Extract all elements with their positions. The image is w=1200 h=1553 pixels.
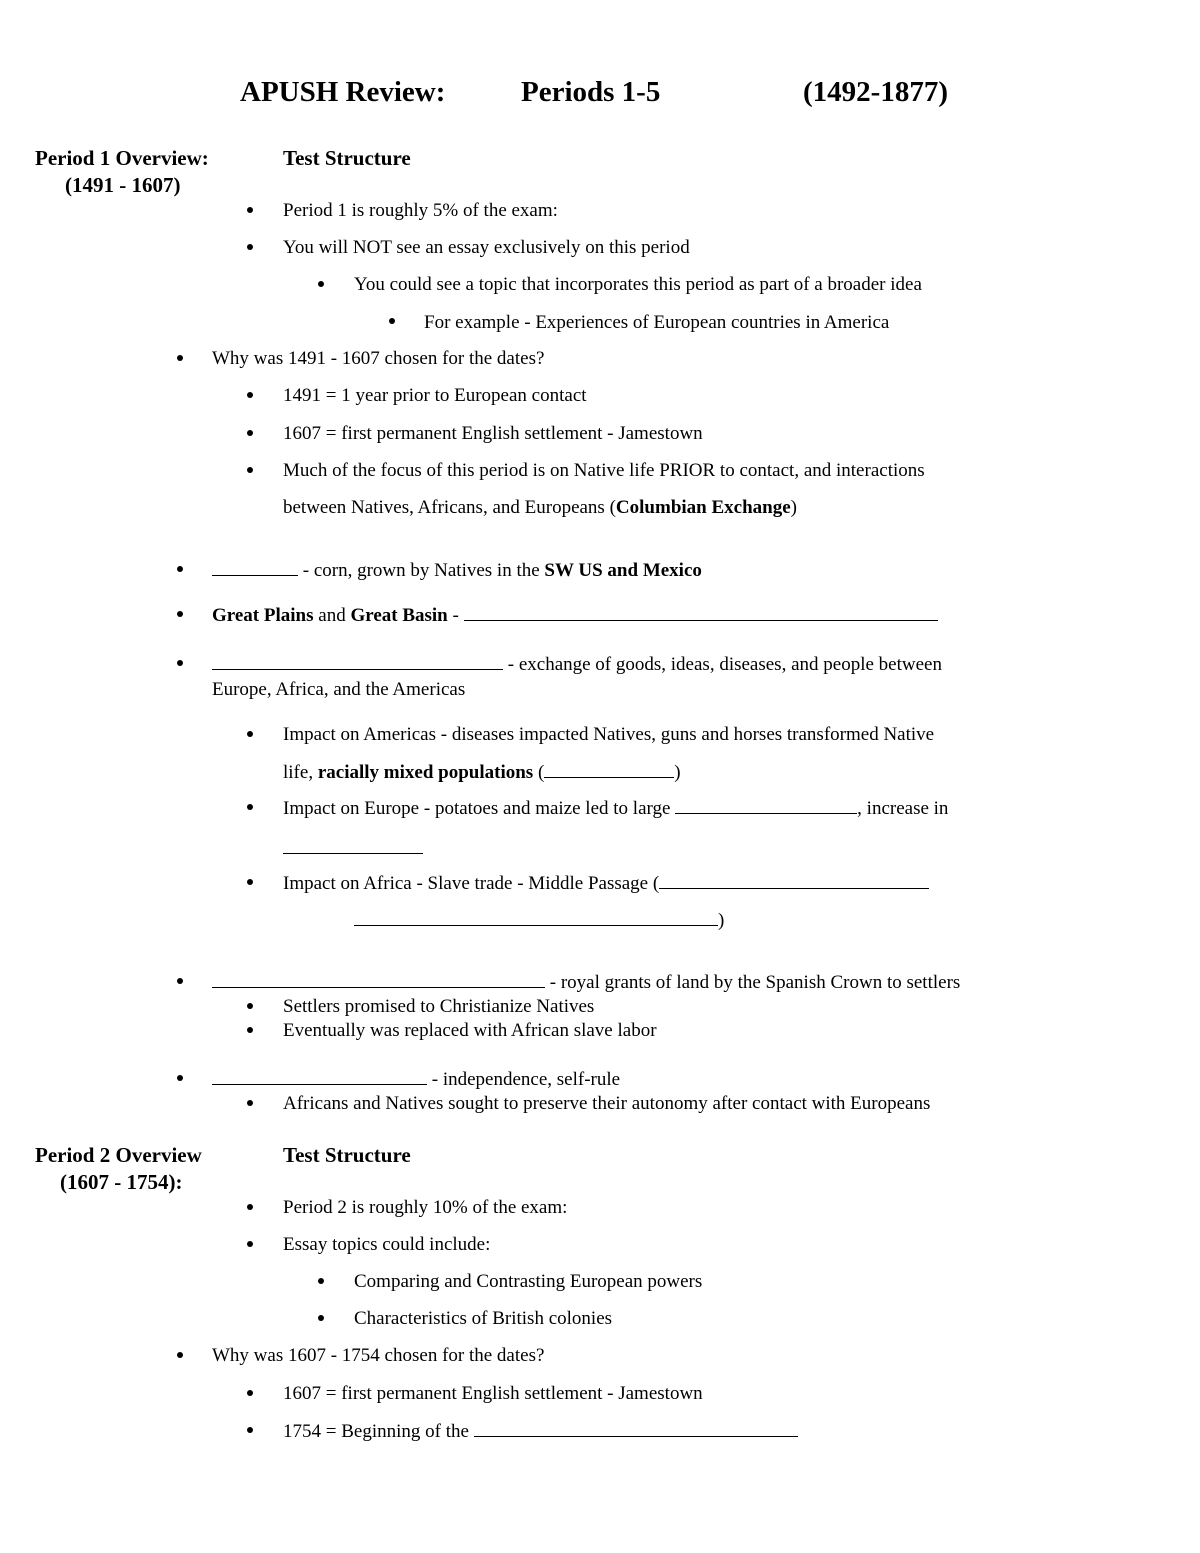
period2-dates: (1607 - 1754):: [60, 1170, 183, 1194]
bullet: [247, 467, 253, 473]
p1-replaced: Eventually was replaced with African slave labor: [283, 1020, 657, 1041]
bullet: [247, 392, 253, 398]
fill-blank[interactable]: [544, 760, 674, 778]
p2-comparing: Comparing and Contrasting European powers: [354, 1271, 703, 1292]
bullet: [247, 879, 253, 885]
p1-autonomy-sub: Africans and Natives sought to preserve their autonomy after contact with Europeans: [283, 1093, 931, 1114]
fill-blank[interactable]: [354, 908, 718, 926]
bullet: [177, 660, 183, 666]
bullet: [247, 1241, 253, 1247]
fill-blank[interactable]: [212, 1067, 427, 1085]
p1-christianize: Settlers promised to Christianize Natives: [283, 996, 595, 1017]
p1-1607: 1607 = first permanent English settlement - Jamestown: [283, 423, 703, 444]
fill-blank[interactable]: [474, 1419, 798, 1437]
fill-blank[interactable]: [464, 603, 938, 621]
p1-americas-line1: Impact on Americas - diseases impacted Natives, guns and horses transformed Native: [283, 724, 935, 745]
bullet: [177, 611, 183, 617]
fill-blank[interactable]: [212, 652, 503, 670]
p1-focus-line1: Much of the focus of this period is on Native life PRIOR to contact, and interactions: [283, 460, 925, 481]
bullet: [247, 207, 253, 213]
p1-europe-line2: [283, 836, 423, 861]
fill-blank[interactable]: [283, 836, 423, 854]
p1-great-plains: Great Plains and Great Basin -: [212, 603, 938, 628]
p1-exchange: - exchange of goods, ideas, diseases, and people between: [212, 652, 942, 677]
p2-essay-topics: Essay topics could include:: [283, 1234, 491, 1255]
fill-blank[interactable]: [212, 558, 298, 576]
fill-blank[interactable]: [659, 871, 929, 889]
bullet: [247, 1003, 253, 1009]
fill-blank[interactable]: [212, 970, 545, 988]
bullet: [247, 1027, 253, 1033]
bullet: [177, 566, 183, 572]
p1-1491: 1491 = 1 year prior to European contact: [283, 385, 587, 406]
p1-exchange-line2: Europe, Africa, and the Americas: [212, 679, 466, 700]
p2-percent: Period 2 is roughly 10% of the exam:: [283, 1197, 568, 1218]
period1-test-structure: Test Structure: [283, 146, 411, 170]
bullet: [247, 731, 253, 737]
bullet: [247, 244, 253, 250]
bullet: [177, 355, 183, 361]
p1-autonomy: - independence, self-rule: [212, 1067, 620, 1092]
bullet: [318, 1278, 324, 1284]
p2-1754: 1754 = Beginning of the: [283, 1419, 798, 1444]
bullet: [247, 1204, 253, 1210]
bullet: [247, 1390, 253, 1396]
p2-1607: 1607 = first permanent English settlement - Jamestown: [283, 1383, 703, 1404]
p1-focus-line2: between Natives, Africans, and Europeans (Columbian Exchange): [283, 497, 797, 518]
bullet: [247, 1427, 253, 1433]
p2-characteristics: Characteristics of British colonies: [354, 1308, 613, 1329]
p1-topic: You could see a topic that incorporates this period as part of a broader idea: [354, 274, 922, 295]
bullet: [389, 318, 395, 324]
p1-americas-line2: life, racially mixed populations ( ): [283, 762, 681, 783]
p1-europe: Impact on Europe - potatoes and maize led to large , increase in: [283, 798, 949, 819]
p1-percent: Period 1 is roughly 5% of the exam:: [283, 200, 558, 221]
bullet: [247, 430, 253, 436]
fill-blank[interactable]: [675, 796, 857, 814]
bullet: [177, 1352, 183, 1358]
title-periods: Periods 1-5: [521, 76, 661, 108]
p1-no-essay: You will NOT see an essay exclusively on this period: [283, 237, 690, 258]
title-years: (1492-1877): [803, 76, 948, 108]
page-title: APUSH Review:: [240, 76, 446, 108]
period1-heading: Period 1 Overview:: [35, 146, 209, 170]
period2-test-structure: Test Structure: [283, 1143, 411, 1167]
p1-africa: Impact on Africa - Slave trade - Middle Passage (: [283, 871, 929, 896]
bullet: [247, 804, 253, 810]
p2-why-dates: Why was 1607 - 1754 chosen for the dates?: [212, 1345, 545, 1366]
period1-dates: (1491 - 1607): [65, 173, 181, 197]
p1-why-dates: Why was 1491 - 1607 chosen for the dates?: [212, 348, 545, 369]
p1-corn: - corn, grown by Natives in the SW US and Mexico: [212, 558, 702, 583]
p1-africa-line2: ): [354, 908, 724, 933]
bullet: [177, 978, 183, 984]
bullet: [247, 1100, 253, 1106]
bullet: [318, 1315, 324, 1321]
p1-encomienda: - royal grants of land by the Spanish Crown to settlers: [212, 970, 960, 995]
bullet: [177, 1075, 183, 1081]
bullet: [318, 281, 324, 287]
period2-heading: Period 2 Overview: [35, 1143, 202, 1167]
p1-example: For example - Experiences of European countries in America: [424, 312, 890, 333]
